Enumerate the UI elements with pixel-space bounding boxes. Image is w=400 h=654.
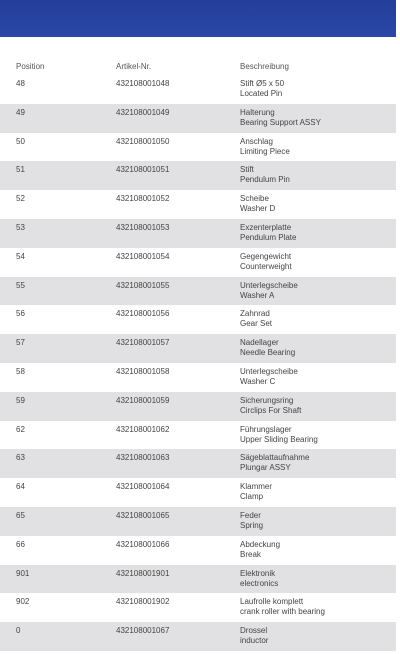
cell-artikel: 432108001066 [116,539,170,549]
description-german: Elektronik [240,568,276,578]
cell-beschreibung [240,137,290,157]
description-german: Scheibe [240,194,269,204]
description-english: Needle Bearing [240,348,296,358]
cell-position: 66 [16,539,25,549]
cell-beschreibung [240,453,309,473]
description-german: Drossel [240,626,268,636]
cell-position: 50 [16,136,25,146]
description-german: Laufrolle komplett [240,597,304,607]
description-german: Feder [240,510,261,520]
description-german: Sicherungsring [240,395,294,405]
description-english: Clamp [240,492,264,502]
description-english: Plungar ASSY [240,463,291,473]
cell-beschreibung [240,281,298,301]
cell-beschreibung [240,597,325,617]
table-row [0,277,396,306]
cell-beschreibung [240,338,295,358]
description-german: Führungslager [240,424,292,434]
description-german: Exzenterplatte [240,222,292,232]
description-english: Washer C [240,376,276,386]
cell-position: 58 [16,366,25,376]
description-english: Located Pin [240,89,283,98]
description-english: Washer A [240,290,275,300]
cell-beschreibung [240,309,272,329]
cell-beschreibung [240,482,272,502]
cell-artikel: 432108001057 [116,338,170,348]
table-row [0,536,396,565]
description-english: crank roller with bearing [240,607,325,617]
cell-artikel: 432108001063 [116,453,170,463]
description-english: electronics [240,578,279,588]
description-german: Sägeblattaufnahme [240,453,310,463]
cell-beschreibung [240,396,301,416]
cell-beschreibung [240,223,296,243]
table-row [0,363,396,392]
description-english: Limiting Piece [240,146,290,156]
description-german: Klammer [240,482,273,492]
cell-position: 0 [16,626,21,636]
cell-beschreibung [240,425,318,445]
table-row [0,449,396,478]
description-german: Zahnrad [240,309,270,319]
description-english: Gear Set [240,319,273,329]
description-english: Pendulum Plate [240,232,297,242]
description-german: Unterlegscheibe [240,280,298,290]
description-english: Upper Sliding Bearing [240,434,318,444]
description-german: Stift Ø5 x 50 [240,79,285,88]
table-row [0,248,396,277]
description-german: Anschlag [240,136,273,146]
table-row [0,334,396,363]
description-english: inductor [240,636,269,646]
table-row [0,593,396,622]
cell-position: 59 [16,395,25,405]
cell-artikel: 432108001056 [116,309,170,319]
table-row [0,421,396,450]
description-english: Circlips For Shaft [240,405,302,415]
cell-position: 56 [16,309,25,319]
description-english: Spring [240,520,264,530]
cell-beschreibung [240,569,278,589]
cell-position: 48 [16,79,25,88]
table-row [0,161,396,190]
column-header-beschreibung: Beschreibung [240,62,289,71]
table-row [0,190,396,219]
cell-position: 902 [16,597,30,607]
cell-beschreibung [240,626,268,646]
cell-beschreibung [240,165,290,185]
description-german: Unterlegscheibe [240,366,298,376]
cell-artikel: 432108001051 [116,165,170,175]
cell-artikel: 432108001059 [116,395,170,405]
description-english: Washer D [240,204,276,214]
description-english: Bearing Support ASSY [240,117,321,127]
cell-beschreibung [240,108,321,128]
cell-position: 49 [16,107,25,117]
description-german: Stift [240,165,254,175]
table-row [0,565,396,594]
cell-artikel: 432108001901 [116,568,170,578]
cell-beschreibung [240,540,280,560]
cell-position: 55 [16,280,25,290]
cell-artikel: 432108001053 [116,222,170,232]
cell-artikel: 432108001048 [116,79,170,88]
cell-beschreibung [240,252,292,272]
cell-position: 57 [16,338,25,348]
table-row [0,478,396,507]
description-german: Gegengewicht [240,251,292,261]
cell-position: 901 [16,568,30,578]
cell-artikel: 432108001052 [116,194,170,204]
cell-artikel: 432108001058 [116,366,170,376]
cell-artikel: 432108001902 [116,597,170,607]
cell-artikel: 432108001065 [116,510,170,520]
table-row [0,219,396,248]
cell-position: 53 [16,222,25,232]
description-german: Abdeckung [240,539,281,549]
table-row [0,305,396,334]
description-english: Counterweight [240,261,292,271]
description-english: Break [240,549,261,559]
table-row [0,133,396,162]
cell-beschreibung [240,194,275,214]
cell-artikel: 432108001062 [116,424,170,434]
cell-artikel: 432108001050 [116,136,170,146]
table-row [0,75,396,104]
cell-beschreibung [240,79,284,99]
table-row [0,622,396,651]
description-english: Pendulum Pin [240,175,290,185]
table-row [0,507,396,536]
header-band [0,0,396,37]
cell-position: 62 [16,424,25,434]
cell-position: 51 [16,165,25,175]
table-row [0,392,396,421]
description-german: Halterung [240,107,275,117]
table-header [0,60,396,76]
cell-position: 52 [16,194,25,204]
parts-table [0,75,396,651]
cell-artikel: 432108001064 [116,482,170,492]
cell-artikel: 432108001067 [116,626,170,636]
cell-artikel: 432108001054 [116,251,170,261]
column-header-artikel: Artikel-Nr. [116,62,152,71]
column-header-position: Position [16,62,45,71]
cell-position: 65 [16,510,25,520]
cell-beschreibung [240,511,263,531]
cell-artikel: 432108001055 [116,280,170,290]
description-german: Nadellager [240,338,279,348]
table-row [0,104,396,133]
cell-position: 54 [16,251,25,261]
cell-beschreibung [240,367,298,387]
cell-position: 64 [16,482,25,492]
cell-artikel: 432108001049 [116,107,170,117]
cell-position: 63 [16,453,25,463]
